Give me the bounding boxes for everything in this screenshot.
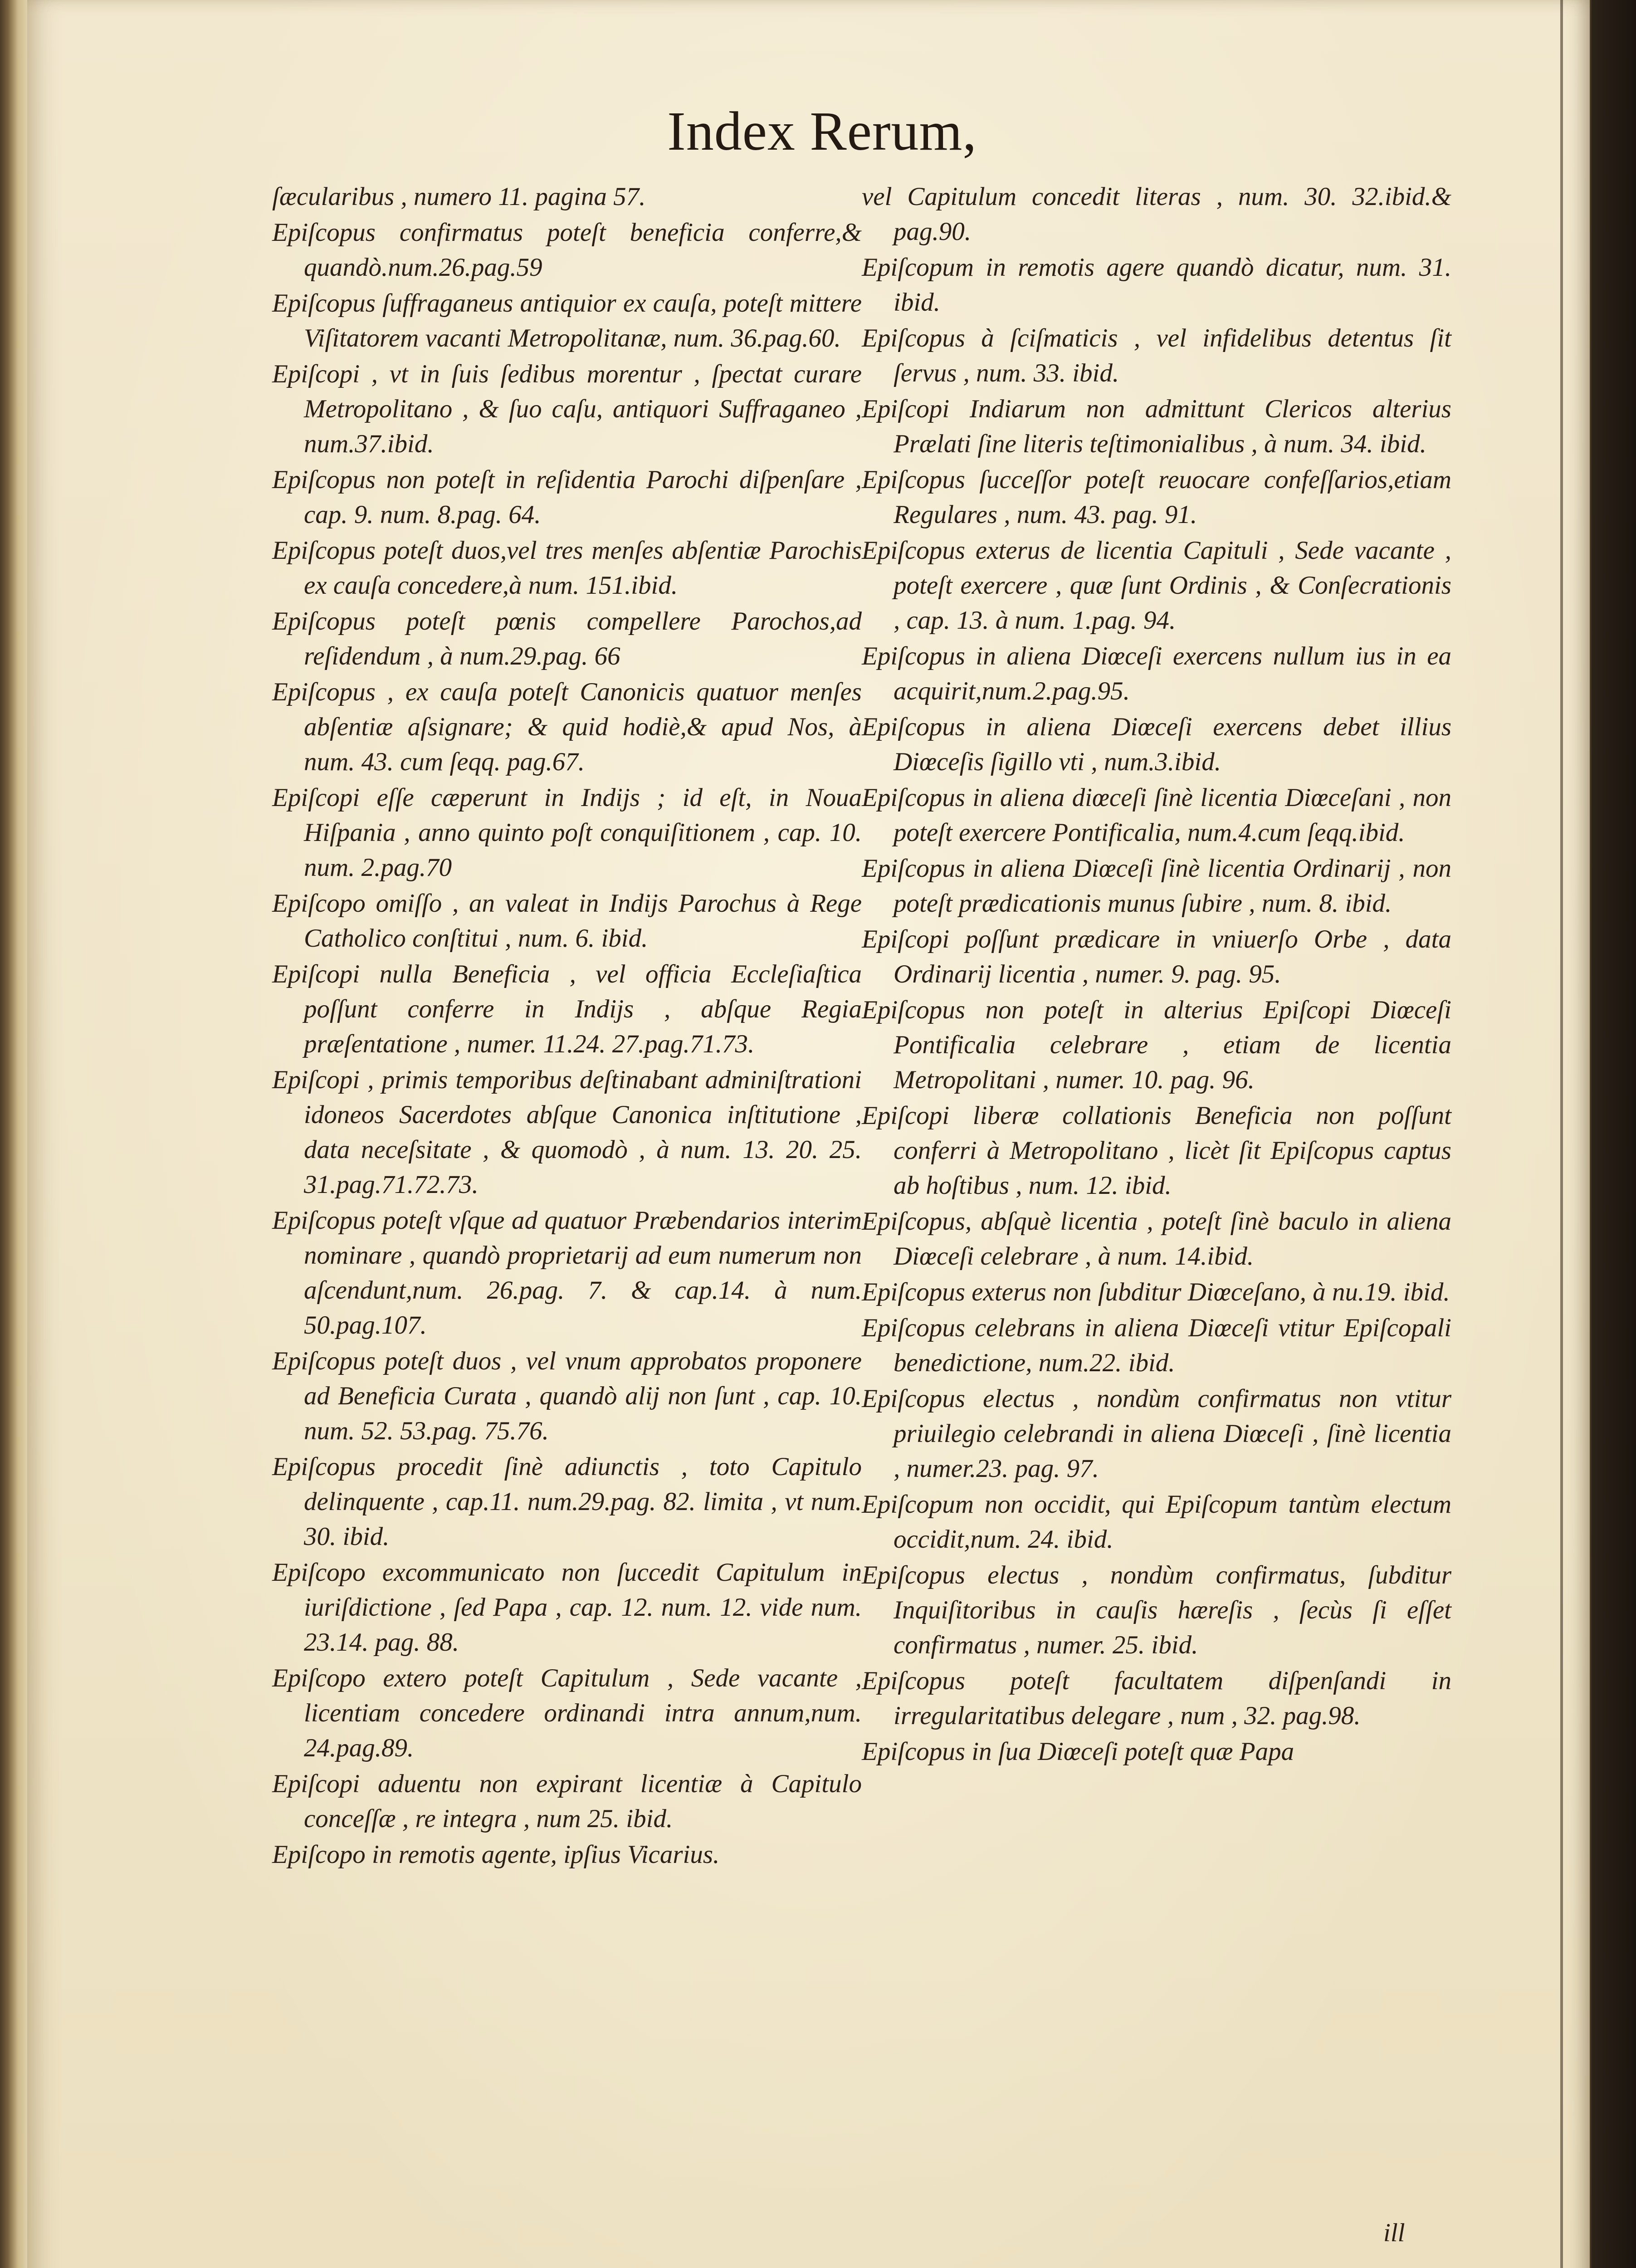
index-entry: Epiſcopi poſſunt prædicare in vniuerſo Orbe , data Ordinarij licentia , numer. 9. pag. 95.	[862, 925, 1451, 988]
index-entry: Epiſcopum in remotis agere quandò dicatur, num. 31. ibid.	[862, 253, 1451, 317]
index-entry: Epiſcopus ſuffraganeus antiquior ex cauſa, poteſt mittere Viſitatorem vacanti Metropolitanæ, num. 36.pag.60.	[272, 289, 862, 352]
index-column-right	[862, 179, 1451, 1770]
index-entry: ſæcularibus , numero 11. pagina 57.	[272, 182, 646, 211]
index-entry: Epiſcopus celebrans in aliena Diœceſi vtitur Epiſcopali benedictione, num.22. ibid.	[862, 1314, 1451, 1377]
index-entry: Epiſcopus poteſt facultatem diſpenſandi in irregularitatibus delegare , num , 32. pag.98.	[862, 1667, 1451, 1730]
index-entry: Epiſcopi , vt in ſuis ſedibus morentur , ſpectat curare Metropolitano , & ſuo caſu, antiquori Suffraganeo , num.37.ibid.	[272, 360, 862, 458]
index-entry: Epiſcopus ſucceſſor poteſt reuocare confeſſarios,etiam Regulares , num. 43. pag. 91.	[862, 465, 1451, 529]
index-entry: Epiſcopus non poteſt in alterius Epiſcopi Diœceſi Pontificalia celebrare , etiam de licentia Metropolitani , numer. 10. pag. 96.	[862, 996, 1451, 1094]
index-entry: Epiſcopus, abſquè licentia , poteſt ſinè baculo in aliena Diœceſi celebrare , à num. 14.ibid.	[862, 1207, 1451, 1271]
index-entry: Epiſcopus exterus de licentia Capituli , Sede vacante , poteſt exercere , quæ ſunt Ordinis , & Conſecrationis , cap. 13. à num. 1.pag. 94.	[862, 536, 1451, 635]
index-entry: Epiſcopus poteſt duos , vel vnum approbatos proponere ad Beneficia Curata , quandò alij non ſunt , cap. 10. num. 52. 53.pag. 75.76.	[272, 1347, 862, 1445]
catchword: ill	[1383, 2219, 1405, 2247]
index-entry: Epiſcopus electus , nondùm confirmatus non vtitur priuilegio celebrandi in aliena Diœceſi , ſinè licentia , numer.23. pag. 97.	[862, 1384, 1451, 1483]
index-entry: Epiſcopi nulla Beneficia , vel officia Eccleſiaſtica poſſunt conferre in Indijs , abſque Regia præſentatione , numer. 11.24. 27.pag.71.73.	[272, 960, 862, 1058]
index-entry: Epiſcopi liberæ collationis Beneficia non poſſunt conferri à Metropolitano , licèt ſit Epiſcopus captus ab hoſtibus , num. 12. ibid.	[862, 1101, 1451, 1200]
index-entry: Epiſcopus electus , nondùm confirmatus, ſubditur Inquiſitoribus in cauſis hæreſis , ſecùs ſi eſſet confirmatus , numer. 25. ibid.	[862, 1561, 1451, 1659]
page-edge	[1560, 0, 1563, 2268]
index-entry: Epiſcopus procedit ſinè adiunctis , toto Capitulo delinquente , cap.11. num.29.pag. 82. limita , vt num. 30. ibid.	[272, 1452, 862, 1551]
index-entry: Epiſcopus exterus non ſubditur Diœceſano, à nu.19. ibid.	[862, 1278, 1450, 1306]
index-entry: Epiſcopus poteſt duos,vel tres menſes abſentiæ Parochis ex cauſa concedere,à num. 151.ibid.	[272, 536, 862, 600]
index-entry: Epiſcopum non occidit, qui Epiſcopum tantùm electum occidit,num. 24. ibid.	[862, 1490, 1451, 1554]
index-entry: Epiſcopo in remotis agente, ipſius Vicarius.	[272, 1840, 720, 1869]
index-entry: Epiſcopus poteſt pœnis compellere Parochos,ad reſidendum , à num.29.pag. 66	[272, 607, 862, 670]
index-entry: Epiſcopus poteſt vſque ad quatuor Præbendarios interim nominare , quandò proprietarij ad eum numerum non aſcendunt,num. 26.pag. 7. & cap.14. à num. 50.pag.107.	[272, 1206, 862, 1339]
running-header	[27, 98, 1590, 175]
index-column-left	[272, 179, 862, 1873]
index-entry: Epiſcopus in aliena Diœceſi ſinè licentia Ordinarij , non poteſt prædicationis munus ſubire , num. 8. ibid.	[862, 854, 1451, 918]
index-entry: Epiſcopus in aliena Diœceſi exercens debet illius Diœceſis ſigillo vti , num.3.ibid.	[862, 713, 1451, 776]
index-entry: Epiſcopi aduentu non expirant licentiæ à Capitulo conceſſæ , re integra , num 25. ibid.	[272, 1769, 862, 1833]
book-page	[27, 0, 1590, 2268]
index-entry: Epiſcopo extero poteſt Capitulum , Sede vacante , licentiam concedere ordinandi intra annum,num. 24.pag.89.	[272, 1664, 862, 1762]
index-entry: Epiſcopo excommunicato non ſuccedit Capitulum in iuriſdictione , ſed Papa , cap. 12. num. 12. vide num. 23.14. pag. 88.	[272, 1558, 862, 1657]
index-entry: Epiſcopus confirmatus poteſt beneficia conferre,& quandò.num.26.pag.59	[272, 218, 862, 282]
page-title: Index Rerum,	[667, 101, 977, 162]
index-entry: Epiſcopo omiſſo , an valeat in Indijs Parochus à Rege Catholico conſtitui , num. 6. ibid.	[272, 889, 862, 953]
index-entry: Epiſcopus , ex cauſa poteſt Canonicis quatuor menſes abſentiæ aſsignare; & quid hodiè,& apud Nos, à num. 43. cum ſeqq. pag.67.	[272, 678, 862, 776]
index-entry: Epiſcopus à ſciſmaticis , vel infidelibus detentus ſit ſervus , num. 33. ibid.	[862, 324, 1451, 387]
index-entry: Epiſcopus non poteſt in reſidentia Parochi diſpenſare , cap. 9. num. 8.pag. 64.	[272, 465, 862, 529]
index-entry: Epiſcopus in ſua Diœceſi poteſt quæ Papa	[862, 1737, 1294, 1766]
index-entry: vel Capitulum concedit literas , num. 30. 32.ibid.& pag.90.	[862, 182, 1451, 246]
index-entry: Epiſcopi Indiarum non admittunt Clericos alterius Prælati ſine literis teſtimonialibus , à num. 34. ibid.	[862, 395, 1451, 458]
index-entry: Epiſcopus in aliena diœceſi ſinè licentia Diœceſani , non poteſt exercere Pontificalia, num.4.cum ſeqq.ibid.	[862, 783, 1451, 847]
index-entry: Epiſcopus in aliena Diœceſi exercens nullum ius in ea acquirit,num.2.pag.95.	[862, 642, 1451, 705]
index-entry: Epiſcopi , primis temporibus deſtinabant adminiſtrationi idoneos Sacerdotes abſque Canonica inſtitutione , data neceſsitate , & quomodò , à num. 13. 20. 25. 31.pag.71.72.73.	[272, 1066, 862, 1199]
index-entry: Epiſcopi eſſe cæperunt in Indijs ; id eſt, in Noua Hiſpania , anno quinto poſt conquiſitionem , cap. 10. num. 2.pag.70	[272, 783, 862, 882]
